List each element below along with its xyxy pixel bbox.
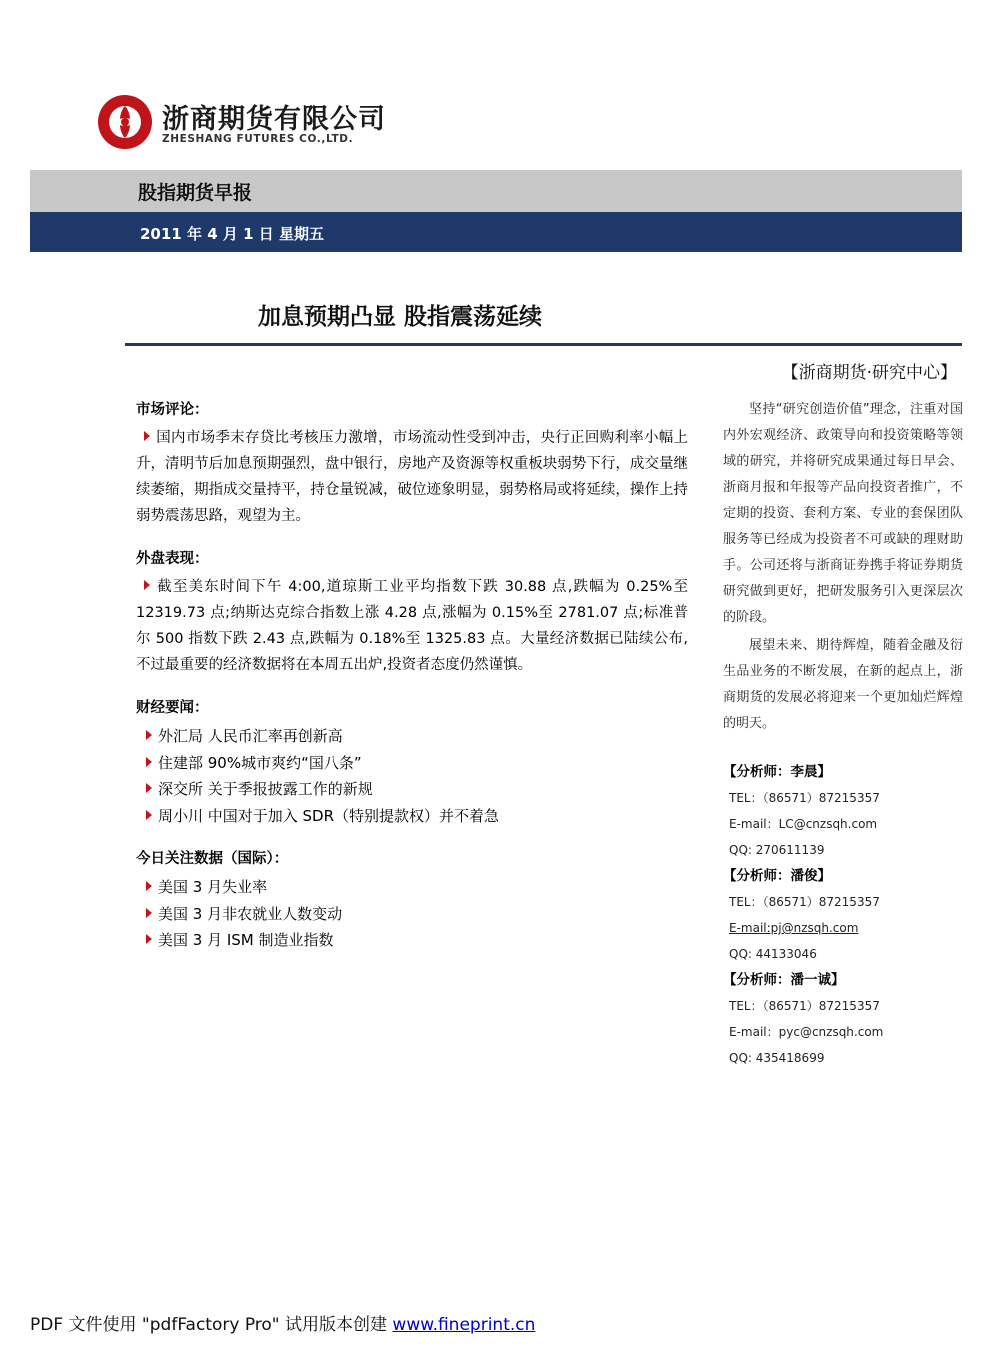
- list-item: 外汇局 人民币汇率再创新高: [136, 723, 688, 750]
- list-item: 住建部 90%城市爽约“国八条”: [136, 750, 688, 777]
- list-item: 美国 3 月非农就业人数变动: [136, 901, 688, 928]
- analyst-card: [723, 863, 963, 967]
- bullet-arrow-icon: [146, 881, 152, 891]
- section-title: 外盘表现：: [136, 551, 209, 567]
- analyst-name: 【分析师：李晨】: [723, 764, 831, 780]
- analyst-name: 【分析师：潘俊】: [723, 868, 831, 884]
- bullet-arrow-icon: [146, 783, 152, 793]
- sidebar-paragraph: 展望未来、期待辉煌，随着金融及衍生品业务的不断发展，在新的起点上，浙商期货的发展必将迎来一个更加灿烂辉煌的明天。: [723, 638, 963, 731]
- list-item: 周小川 中国对于加入 SDR（特别提款权）并不着急: [136, 803, 688, 830]
- section-financial-news: [136, 696, 688, 829]
- report-type: 股指期货早报: [138, 182, 253, 204]
- analyst-list: [723, 759, 963, 1071]
- analyst-email[interactable]: E-mail:pj@nzsqh.com: [729, 921, 859, 935]
- headline-divider: [125, 343, 962, 346]
- report-date-band: [30, 212, 962, 252]
- report-headline: 加息预期凸显 股指震荡延续: [258, 304, 543, 330]
- section-title: 市场评论：: [136, 402, 209, 418]
- company-logo-icon: [96, 93, 154, 151]
- section-paragraph: 截至美东时间下午 4:00,道琼斯工业平均指数下跌 30.88 点,跌幅为 0.25%至 12319.73 点;纳斯达克综合指数上涨 4.28 点,涨幅为 0.15%至 2781.07 点;标准普尔 500 指数下跌 2.43 点,跌幅为 0.18%至 1325.83 点。大量经济数据已陆续公布,不过最重要的经济数据将在本周五出炉,投资者态度仍然谨慎。: [136, 579, 688, 673]
- footer-text: PDF 文件使用 "pdfFactory Pro" 试用版本创建: [30, 1315, 388, 1335]
- pdf-footer: [30, 1310, 535, 1335]
- company-name-en: ZHESHANG FUTURES CO.,LTD.: [162, 133, 354, 145]
- bullet-arrow-icon: [144, 431, 150, 441]
- sidebar-header: 【浙商期货·研究中心】: [781, 363, 957, 383]
- bullet-arrow-icon: [146, 934, 152, 944]
- list-item: 美国 3 月失业率: [136, 874, 688, 901]
- section-paragraph: 国内市场季末存贷比考核压力激增，市场流动性受到冲击，央行正回购利率小幅上升，清明节后加息预期强烈，盘中银行，房地产及资源等权重板块弱势下行，成交量继续萎缩，期指成交量持平，持仓量锐减，破位迹象明显，弱势格局或将延续，操作上持弱势震荡思路，观望为主。: [136, 430, 688, 524]
- main-column: [136, 398, 688, 972]
- bullet-arrow-icon: [146, 757, 152, 767]
- list-item: 深交所 关于季报披露工作的新规: [136, 776, 688, 803]
- analyst-name: 【分析师：潘一诚】: [723, 972, 845, 988]
- report-date: 2011 年 4 月 1 日 星期五: [140, 225, 324, 243]
- footer-link[interactable]: www.fineprint.cn: [392, 1315, 536, 1335]
- section-title: 财经要闻：: [136, 700, 209, 716]
- bullet-arrow-icon: [146, 908, 152, 918]
- section-data-watch: [136, 847, 688, 954]
- section-overseas-market: [136, 547, 688, 678]
- analyst-card: [723, 759, 963, 863]
- analyst-email[interactable]: E-mail：pyc@cnzsqh.com: [729, 1025, 884, 1039]
- bullet-arrow-icon: [144, 580, 150, 590]
- company-logo: [96, 93, 396, 155]
- list-item: 美国 3 月 ISM 制造业指数: [136, 927, 688, 954]
- analyst-tel: TEL：（86571）87215357: [729, 999, 880, 1013]
- bullet-arrow-icon: [146, 730, 152, 740]
- section-title: 今日关注数据（国际）：: [136, 851, 289, 867]
- bullet-arrow-icon: [146, 810, 152, 820]
- analyst-card: [723, 967, 963, 1071]
- sidebar-paragraph: 坚持“研究创造价值”理念，注重对国内外宏观经济、政策导向和投资策略等领域的研究，并将研究成果通过每日早会、浙商月报和年报等产品向投资者推广，不定期的投资、套利方案、专业的套保团队服务等已经成为投资者不可或缺的理财助手。公司还将与浙商证券携手将证券期货研究做到更好，把研发服务引入更深层次的阶段。: [723, 402, 963, 625]
- analyst-tel: TEL：（86571）87215357: [729, 895, 880, 909]
- company-name-cn: 浙商期货有限公司: [162, 104, 386, 135]
- analyst-qq: QQ: 435418699: [729, 1051, 825, 1065]
- analyst-tel: TEL：（86571）87215357: [729, 791, 880, 805]
- analyst-qq: QQ: 270611139: [729, 843, 825, 857]
- sidebar: [723, 358, 963, 1071]
- report-type-band: [30, 170, 962, 212]
- analyst-qq: QQ: 44133046: [729, 947, 817, 961]
- section-market-comment: [136, 398, 688, 529]
- analyst-email[interactable]: E-mail：LC@cnzsqh.com: [729, 817, 878, 831]
